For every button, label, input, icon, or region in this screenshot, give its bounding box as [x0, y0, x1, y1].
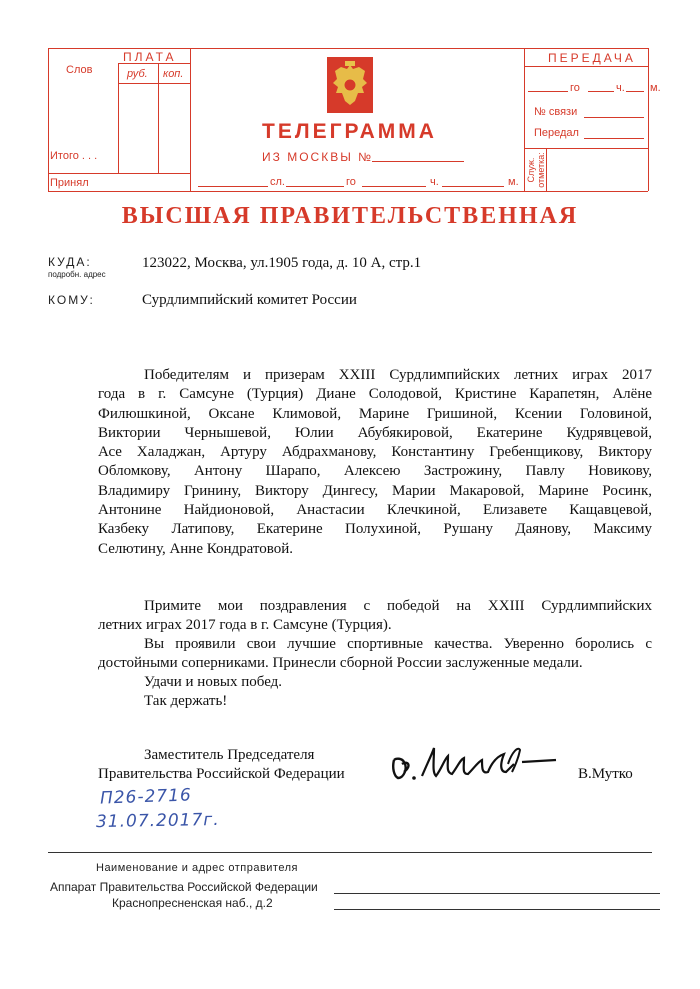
signatory-position-line-2: Правительства Российской Федерации: [98, 766, 345, 782]
registration-date-handwritten: 31.07.2017г.: [95, 809, 220, 833]
transfer-title: ПЕРЕДАЧА: [548, 51, 636, 65]
hour-label: ч.: [430, 176, 439, 188]
message-paragraph-5: [98, 692, 652, 711]
message-line: Селютину, Анне Кондратовой.: [98, 540, 294, 557]
where-label: КУДА:: [48, 255, 92, 269]
words-count-label: сл.: [270, 176, 285, 188]
message-paragraph-4: [98, 673, 652, 692]
transfer-minute-label: м.: [650, 82, 661, 94]
where-address: 123022, Москва, ул.1905 года, д. 10 А, стр.1: [142, 255, 422, 271]
footer-divider: [48, 852, 652, 853]
accepted-label: Принял: [50, 177, 89, 189]
sender-label: Наименование и адрес отправителя: [96, 862, 298, 874]
minute-label: м.: [508, 176, 519, 188]
message-line: летних играх 2017 года в г. Самсуне (Турция).: [98, 617, 392, 634]
message-line: года в г. Самсуне (Турция) Диане Солодовой, Кристине Карапетян, Алёне: [98, 386, 652, 403]
handwritten-signature: [388, 738, 560, 788]
transfer-hour-label: ч.: [616, 82, 625, 94]
priority-heading: ВЫСШАЯ ПРАВИТЕЛЬСТВЕННАЯ: [121, 203, 579, 229]
sender-address-underline: [334, 909, 660, 910]
message-line: Антонине Найдионовой, Анастасии Клечкиной, Елизавете Кащавцевой,: [98, 502, 652, 519]
message-line: Примите мои поздравления с победой на XXIII Сурдлимпийских: [144, 598, 652, 614]
sender-name: Аппарат Правительства Российской Федерации: [50, 880, 318, 894]
message-line: достойными соперниками. Принесли сборной России заслуженные медали.: [98, 655, 583, 672]
rub-label: руб.: [127, 68, 148, 80]
signatory-name: В.Мутко: [578, 766, 633, 782]
message-paragraph-2: [98, 597, 652, 636]
to-label: КОМУ:: [48, 293, 95, 307]
transfer-year-label: го: [570, 82, 580, 94]
kop-label: коп.: [163, 68, 184, 80]
service-mark-label: Служ. отметка:: [526, 152, 546, 188]
message-line: Вы проявили свои лучшие спортивные качества. Уверенно боролись с: [144, 636, 652, 652]
payment-title: ПЛАТА: [123, 50, 177, 64]
passed-label: Передал: [534, 127, 579, 139]
words-label: Слов: [66, 64, 93, 76]
total-label: Итого . . .: [50, 150, 98, 162]
message-paragraph-1: [98, 366, 652, 559]
sender-address: Краснопресненская наб., д.2: [112, 896, 273, 910]
message-line: Филюшкиной, Оксане Климовой, Марине Гришиной, Ксении Головиной,: [98, 405, 652, 422]
to-recipient: Сурдлимпийский комитет России: [142, 292, 357, 308]
message-line: Обломкову, Антону Шарапо, Алексею Застрожину, Павлу Новикову,: [98, 463, 652, 480]
message-paragraph-3: [98, 635, 652, 674]
message-line: Асе Халаджан, Артуру Абдрахманову, Константину Гребенщикову, Виктору: [98, 444, 652, 461]
message-line: Победителям и призерам XXIII Сурдлимпийских летних играх 2017: [144, 367, 652, 383]
telegram-title: ТЕЛЕГРАММА: [262, 120, 437, 143]
coat-of-arms-emblem: [327, 57, 373, 113]
signatory-position-line-1: Заместитель Председателя: [144, 747, 315, 763]
from-moscow-label: ИЗ МОСКВЫ №: [262, 150, 374, 164]
message-line: Казбеку Латипову, Екатерине Полухиной, Рушану Даянову, Максиму: [98, 521, 652, 538]
message-line: Удачи и новых побед.: [144, 674, 283, 690]
registration-number-handwritten: П26-2716: [99, 785, 193, 809]
year-label: го: [346, 176, 356, 188]
message-line: Владимиру Гринину, Виктору Дингесу, Марии Макаровой, Марине Росинк,: [98, 482, 652, 499]
message-line: Виктории Чернышевой, Юлии Абубякировой, Екатерине Кудрявцевой,: [98, 424, 652, 441]
where-sub-label: подробн. адрес: [48, 270, 106, 279]
connection-number-label: № связи: [534, 106, 578, 118]
sender-underline: [334, 893, 660, 894]
message-line: Так держать!: [144, 693, 228, 709]
